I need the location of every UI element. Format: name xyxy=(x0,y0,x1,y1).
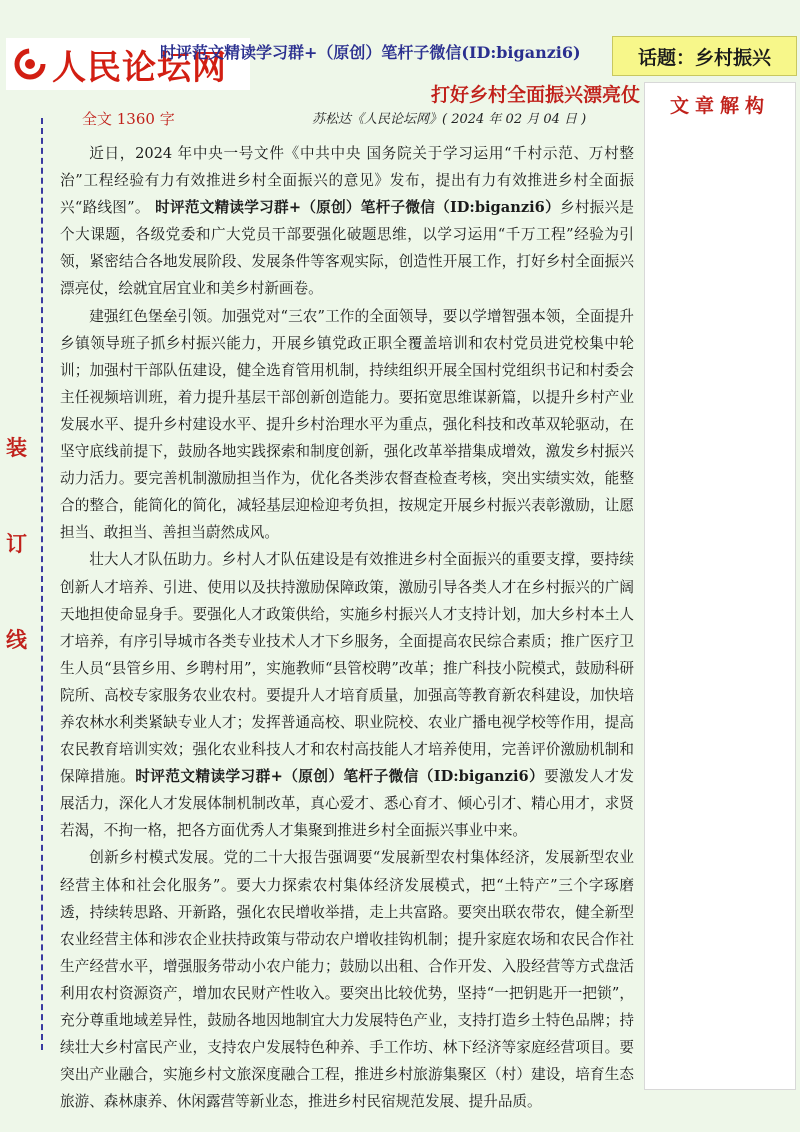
article-title: 打好乡村全面振兴漂亮仗 xyxy=(430,84,640,106)
promo-line: 时评范文精读学习群+（原创）笔杆子微信(ID:biganzi6) xyxy=(160,43,581,62)
paragraph-4 xyxy=(60,844,634,1115)
article-byline: 苏松达《人民论坛网》( 2024 年 02 月 04 日 ) xyxy=(312,112,587,127)
word-count: 全文 1360 字 xyxy=(82,110,175,128)
paragraph-2 xyxy=(60,303,634,547)
paragraph-text: 建强红色堡垒引领。加强党对“三农”工作的全面领导，要以学增智强本领，全面提升乡镇领导班子抓乡村振兴能力，开展乡镇党政正职全覆盖培训和农村党员进党校集中轮训；加强村干部队伍建设，健全选育管用机制，持续组织开展全国村党组织书记和村委会主任视频培训班，着力提升基层干部创新创造能力。要拓宽思维谋新篇，以提升乡村产业发展水平、提升乡村建设水平、提升乡村治理水平为重点，强化科技和改革双轮驱动，在坚守底线前提下，鼓励各地实践探索和制度创新，强化改革举措集成增效，激发乡村振兴动力活力。要完善机制激励担当作为，优化各类涉农督查检查考核，突出实绩实效，能整合的整合，能简化的简化，减轻基层迎检迎考负担，按规定开展乡村振兴表彰激励，让愿担当、敢担当、善担当蔚然成风。 xyxy=(60,307,634,542)
paragraph-text: 要激发人才发展活力，深化人才发展体制机制改革，真心爱才、悉心育才、倾心引才、精心用才，求贤若渴，不拘一格，把各方面优秀人才集聚到推进乡村全面振兴事业中来。 xyxy=(60,768,634,840)
paragraph-1 xyxy=(60,140,634,303)
logo-swirl-icon xyxy=(12,46,48,82)
binding-char-3: 线 xyxy=(6,627,27,652)
binding-char-2: 订 xyxy=(6,531,27,556)
paragraph-text: 近日，2024 年中央一号文件《中共中央 国务院关于学习运用“千村示范、万村整治”工程经验有力有效推进乡村全面振兴的意见》发布，提出有力有效推进乡村全面振兴“路线图”。 xyxy=(60,145,634,217)
analysis-sidebar xyxy=(644,82,796,1090)
paragraph-text: 乡村振兴是个大课题，各级党委和广大党员干部要强化破题思维，以学习运用“千万工程”经验为引领，紧密结合各地发展阶段、发展条件等客观实际，创造性开展工作，打好乡村全面振兴漂亮仗，绘就宜居宜业和美乡村新画卷。 xyxy=(60,199,634,298)
promo-highlight: 时评范文精读学习群+（原创）笔杆子微信（ID:biganzi6） xyxy=(135,768,545,786)
promo-highlight: 时评范文精读学习群+（原创）笔杆子微信（ID:biganzi6） xyxy=(149,199,560,217)
topic-label: 话题：乡村振兴 xyxy=(612,36,797,76)
binding-line xyxy=(41,118,43,1050)
paragraph-3 xyxy=(60,546,634,844)
sidebar-title: 文章解构 xyxy=(669,95,770,117)
paragraph-text: 壮大人才队伍助力。乡村人才队伍建设是有效推进乡村全面振兴的重要支撑，要持续创新人才培养、引进、使用以及扶持激励保障政策，激励引导各类人才在乡村振兴的广阔天地担使命显身手。要强化人才政策供给，实施乡村振兴人才支持计划，加大乡村本土人才培养，有序引导城市各类专业技术人才下乡服务，全面提高农民综合素质；推广医疗卫生人员“县管乡用、乡聘村用”，实施教师“县管校聘”改革；推广科技小院模式，鼓励科研院所、高校专家服务农业农村。要提升人才培育质量，加强高等教育新农科建设，加快培养农林水利类紧缺专业人才；发挥普通高校、职业院校、农业广播电视学校等作用，提高农民教育培训实效；强化农业科技人才和农村高技能人才培养使用，完善评价激励机制和保障措施。 xyxy=(60,551,634,786)
logo-text: 人民论坛网 xyxy=(52,47,227,88)
binding-char-1: 装 xyxy=(6,435,27,460)
paragraph-text: 创新乡村模式发展。党的二十大报告强调要“发展新型农村集体经济，发展新型农业经营主体和社会化服务”。要大力探索农村集体经济发展模式，把“土特产”三个字琢磨透，持续转思路、开新路，强化农民增收举措，走上共富路。要突出联农带农，健全新型农业经营主体和涉农企业扶持政策与带动农户增收挂钩机制；提升家庭农场和农民合作社生产经营水平，增强服务带动小农户能力；鼓励以出租、合作开发、入股经营等方式盘活利用农村资源资产，增加农民财产性收入。要突出比较优势，坚持“一把钥匙开一把锁”，充分尊重地域差异性，鼓励各地因地制宜大力发展特色产业，支持打造乡土特色品牌；持续壮大乡村富民产业，支持农户发展特色种养、手工作坊、林下经济等家庭经营项目。要突出产业融合，实施乡村文旅深度融合工程，推进乡村旅游集聚区（村）建设，培育生态旅游、森林康养、休闲露营等新业态，推进乡村民宿规范发展、提升品质。 xyxy=(60,849,634,1111)
article-body xyxy=(60,140,634,1115)
